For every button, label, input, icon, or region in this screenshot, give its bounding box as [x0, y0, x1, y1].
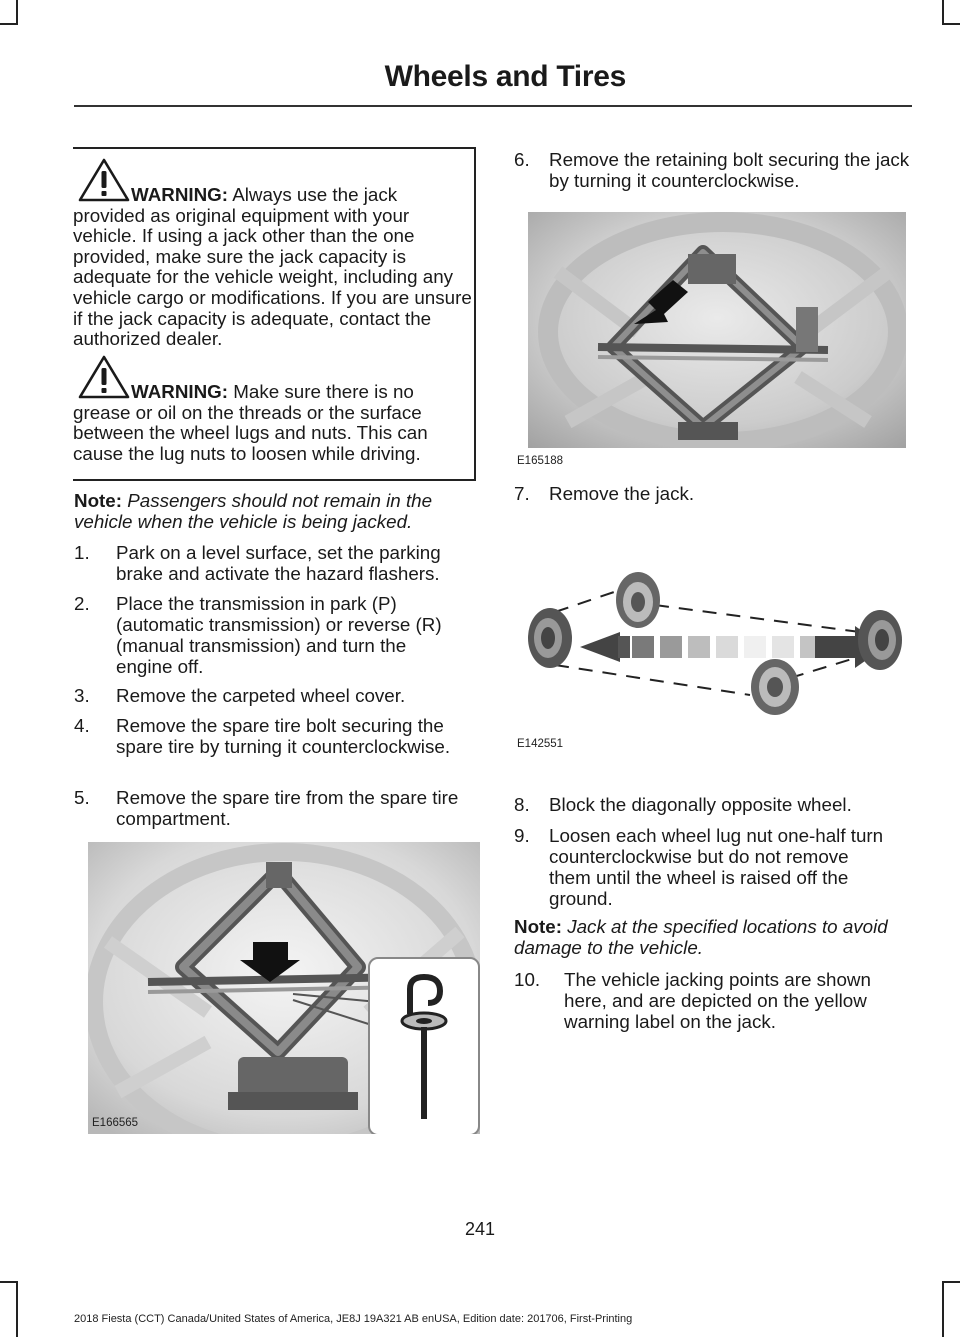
- note-label: Note:: [514, 916, 562, 937]
- footer-text: 2018 Fiesta (CCT) Canada/United States of America, JE8J 19A321 AB enUSA, Edition date: 201706, First-Printing: [74, 1313, 633, 1325]
- crop-mark: [942, 23, 960, 25]
- figure-code: E166565: [92, 1117, 139, 1129]
- note: [514, 916, 909, 958]
- wheel-icon: [528, 608, 572, 668]
- wheel-icon: [858, 610, 902, 670]
- crop-mark: [16, 1281, 18, 1337]
- warning-body: Make sure there is no grease or oil on the threads or the surface between the wheel lugs and nuts. This can cause the lug nuts to loosen while driving.: [73, 381, 428, 464]
- crop-mark: [942, 1281, 960, 1283]
- bolt-inset: [368, 957, 480, 1134]
- step-number: 8.: [514, 794, 530, 815]
- warning-body: Always use the jack provided as original equipment with your vehicle. If using a jack other than the one provided, make sure the jack capacity is adequate for the vehicle weight, including any vehicle cargo or modifications. If you are unsure if the jack capacity is adequate, contact the authorized dealer.: [73, 184, 472, 350]
- jack-bolt-figure: [88, 842, 480, 1134]
- crop-mark: [16, 0, 18, 24]
- step-text: Park on a level surface, set the parking brake and activate the hazard flashers.: [116, 542, 441, 584]
- step-text: Block the diagonally opposite wheel.: [549, 794, 852, 815]
- jack-retaining-figure: [528, 212, 906, 448]
- page-title: Wheels and Tires: [384, 60, 626, 93]
- crop-mark: [0, 23, 18, 25]
- note-text: Passengers should not remain in the vehicle when the vehicle is being jacked.: [74, 490, 433, 532]
- warning-text: [73, 382, 473, 464]
- step-text: Remove the carpeted wheel cover.: [116, 685, 406, 706]
- warning-text: [73, 185, 473, 350]
- step-text: Remove the retaining bolt securing the jack by turning it counterclockwise.: [549, 149, 910, 191]
- warning-label: WARNING:: [131, 381, 229, 402]
- crop-mark: [942, 0, 944, 24]
- step-number: 3.: [74, 685, 90, 706]
- step-number: 4.: [74, 715, 90, 736]
- step-number: 5.: [74, 787, 90, 808]
- note: [74, 490, 474, 532]
- jack-illustration: [528, 212, 906, 448]
- figure-code: E165188: [517, 455, 564, 467]
- step-text: The vehicle jacking points are shown here, and are depicted on the yellow warning label on the jack.: [564, 969, 871, 1032]
- wheel-block-figure: [520, 560, 912, 720]
- step-number: 9.: [514, 825, 530, 846]
- bolt-icon: [370, 959, 478, 1134]
- crop-mark: [942, 1281, 944, 1337]
- step-number: 2.: [74, 593, 90, 614]
- crop-mark: [0, 1281, 18, 1283]
- warning-label: WARNING:: [131, 184, 229, 205]
- step-number: 6.: [514, 149, 530, 170]
- figure-code: E142551: [517, 738, 564, 750]
- step-text: Remove the spare tire from the spare tire compartment.: [116, 787, 459, 829]
- step-text: Place the transmission in park (P) (automatic transmission) or reverse (R) (manual transmission) and turn the engine off.: [116, 593, 442, 677]
- note-text: Jack at the specified locations to avoid damage to the vehicle.: [514, 916, 888, 958]
- page-number: 241: [464, 1219, 496, 1239]
- step-text: Remove the jack.: [549, 483, 695, 504]
- note-label: Note:: [74, 490, 122, 511]
- step-number: 10.: [514, 969, 541, 990]
- step-text: Loosen each wheel lug nut one-half turn counterclockwise but do not remove them until the wheel is raised off the ground.: [549, 825, 884, 909]
- wheel-icon: [616, 572, 660, 628]
- wheels-diagram: [520, 560, 912, 720]
- wheel-icon: [751, 659, 799, 715]
- step-number: 7.: [514, 483, 530, 504]
- step-text: Remove the spare tire bolt securing the spare tire by turning it counterclockwise.: [116, 715, 451, 757]
- step-number: 1.: [74, 542, 90, 563]
- header-divider: [74, 105, 912, 107]
